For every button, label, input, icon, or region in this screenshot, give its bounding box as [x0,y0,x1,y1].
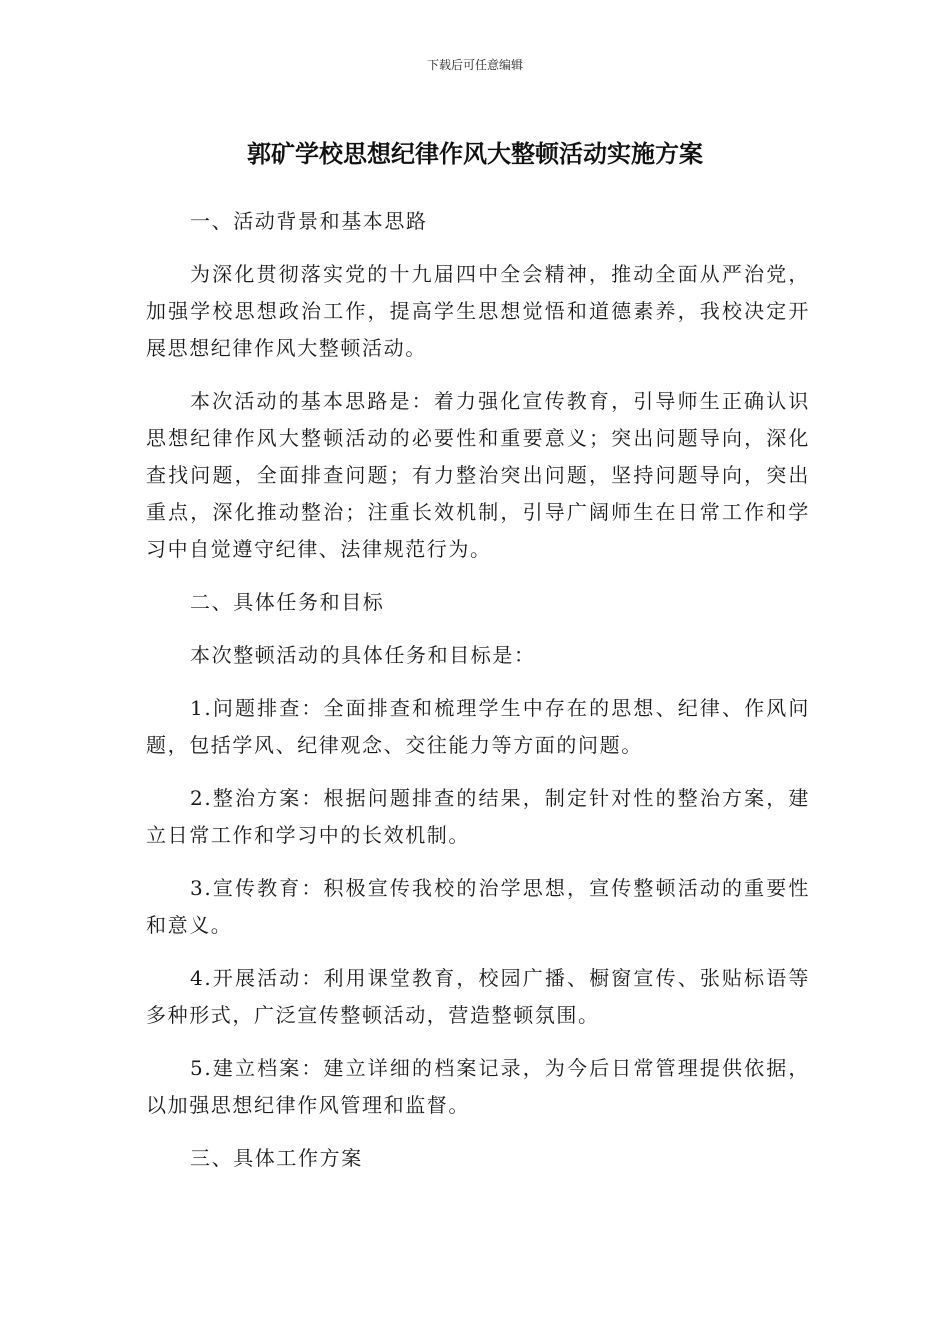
document-body [146,203,810,1193]
section-heading-3: 三、具体工作方案 [190,1146,363,1170]
list-item: 4.开展活动：利用课堂教育，校园广播、橱窗宣传、张贴标语等多种形式，广泛宣传整顿活动，营造整顿氛围。 [146,966,810,1027]
paragraph: 本次整顿活动的具体任务和目标是： [190,643,536,667]
header-note: 下载后可任意编辑 [426,58,523,72]
section-heading-1: 一、活动背景和基本思路 [190,209,428,233]
document-title: 郭矿学校思想纪律作风大整顿活动实施方案 [247,140,703,168]
section-heading-2: 二、具体任务和目标 [190,590,385,614]
list-item: 3.宣传教育：积极宣传我校的治学思想，宣传整顿活动的重要性和意义。 [146,876,810,937]
paragraph: 为深化贯彻落实党的十九届四中全会精神，推动全面从严治党，加强学校思想政治工作，提高学生思想觉悟和道德素养，我校决定开展思想纪律作风大整顿活动。 [146,262,810,360]
list-item: 1.问题排查：全面排查和梳理学生中存在的思想、纪律、作风问题，包括学风、纪律观念、交往能力等方面的问题。 [146,696,810,757]
paragraph: 本次活动的基本思路是：着力强化宣传教育，引导师生正确认识思想纪律作风大整顿活动的必要性和重要意义；突出问题导向，深化查找问题，全面排查问题；有力整治突出问题，坚持问题导向，突出重点，深化推动整治；注重长效机制，引导广阔师生在日常工作和学习中自觉遵守纪律、法律规范行为。 [146,389,810,561]
list-item: 5.建立档案：建立详细的档案记录，为今后日常管理提供依据，以加强思想纪律作风管理和监督。 [146,1056,810,1117]
list-item: 2.整治方案：根据问题排查的结果，制定针对性的整治方案，建立日常工作和学习中的长效机制。 [146,786,810,847]
